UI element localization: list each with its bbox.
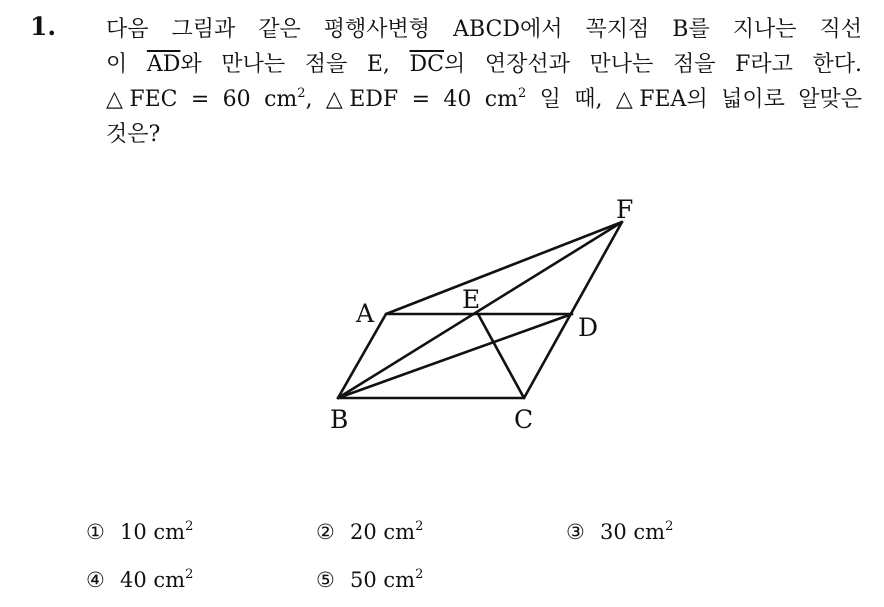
segment-AF: [386, 222, 622, 314]
superscript: 2: [185, 567, 194, 582]
choice-number: ①: [86, 520, 105, 544]
choice-number: ③: [566, 520, 585, 544]
point-label-C: C: [514, 405, 534, 434]
choice-value: 30 cm: [600, 520, 666, 544]
superscript: 2: [415, 519, 424, 534]
question-text-part: 것은?: [106, 122, 161, 147]
choice-number: ⑤: [316, 568, 335, 592]
point-label-E: E: [462, 285, 481, 314]
segment-FC: [524, 222, 622, 398]
choice-2[interactable]: [316, 520, 423, 544]
question-text-part: , △EDF = 40 cm: [305, 87, 518, 112]
segment-EC: [478, 314, 524, 398]
question-text-part: 의 연장선과 만나는 점을 F라고 한다.: [444, 52, 862, 77]
superscript: 2: [297, 86, 306, 101]
superscript: 2: [665, 519, 674, 534]
segment-name: $\overline{AD}$: [146, 52, 181, 77]
choice-number: ④: [86, 568, 105, 592]
question-text-part: 일 때, △FEA의 넓이로 알맞은: [526, 87, 862, 112]
choice-value: 50 cm: [350, 568, 416, 592]
choice-number: ②: [316, 520, 335, 544]
point-label-B: B: [330, 405, 349, 434]
question-text-part: 와 만나는 점을 E,: [180, 52, 410, 77]
point-label-A: A: [356, 299, 375, 328]
segment-name: $\overline{DC}$: [409, 52, 445, 77]
choice-4[interactable]: [86, 568, 193, 592]
choice-value: 20 cm: [350, 520, 416, 544]
choice-3[interactable]: [566, 520, 673, 544]
superscript: 2: [415, 567, 424, 582]
superscript: 2: [185, 519, 194, 534]
choice-value: 40 cm: [120, 568, 186, 592]
point-label-D: D: [578, 313, 599, 342]
choice-value: 10 cm: [120, 520, 186, 544]
problem-number: 1.: [30, 12, 57, 41]
question-text-part: 이: [106, 52, 147, 77]
question-text-part: △FEC = 60 cm: [106, 87, 298, 112]
choice-1[interactable]: [86, 520, 193, 544]
superscript: 2: [517, 86, 527, 101]
point-label-F: F: [616, 195, 634, 224]
question-text-part: 다음 그림과 같은 평행사변형 ABCD에서 꼭지점 B를 지나는 직선: [106, 17, 862, 42]
choice-5[interactable]: [316, 568, 423, 592]
